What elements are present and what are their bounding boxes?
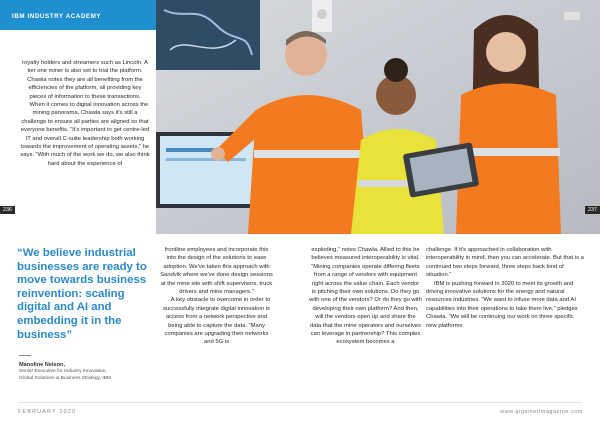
column-4-paragraph-2: IBM is pushing forward in 2020 to meet its growth and driving innovative solutions for the energy and natural resources industries. “We want to infuse more data and AI capabilities into their operations to take them live,” pledges Chawla. “We will be continuing our work on three specific new platforms [426,280,578,329]
quote-author-name: Manoline Nelson, [19,362,65,368]
left-text-column [20,59,150,168]
footer-divider [18,402,582,403]
page-number-left: 236 [0,206,15,214]
column-4-paragraph-1: challenge. If it's approached in collaboration with interoperability in mind, then you can accelerate. But that is a continued two steps forward, three steps back kind of situation.” [426,247,584,279]
text-column-4 [426,246,584,330]
issue-date: FEBRUARY 2020 [18,409,77,415]
left-paragraph-1: royalty holders and streamers such as Lincoln. A tier one miner is also set to trial the platform. Chawla notes they are all benefiting from the efficiencies of the platform, all providing key pieces of information to these transactions. [22,60,148,100]
column-2-paragraph-2: A key obstacle to overcome in order to successfully integrate digital innovation is access from a network perspective and being able to capture the data. “Many companies are upgrading their networks and 5G is [163,297,271,346]
section-header-band [0,0,156,30]
quote-author-title: Senior Executive for Industry Innovation, [19,369,107,374]
left-paragraph-2: When it comes to digital innovation across the mining panorama, Chawla says it's still a challenge to ensure all parties are aligned so that everyone benefits. “It's important to get centre-led IT and overall C-suite leadership both working towards the improvement of operating assets,” he says. “With much of the work we do, we also think hard about the experience of [20,102,150,167]
section-label: IBM INDUSTRY ACADEMY [12,13,102,20]
text-column-3 [309,246,422,347]
column-2-paragraph-1: frontline employees and incorporate this into the design of the solutions to ease adoption. We've taken this approach with Sandvik where we've done design sessions at the mine site with shift supervisors, truck drivers and mine managers.” [160,247,273,296]
workers-at-screens-image [156,0,600,234]
quote-divider [19,355,31,356]
magazine-url[interactable]: www.gigametimagazine.com [500,409,583,415]
quote-author-organisation: Global Solutions & Business Strategy, IBM [19,375,112,381]
page-number-right: 237 [585,206,600,214]
column-3-paragraph-1: exploding,” notes Chawla. Allied to this he believes measured interoperability is vital. “Mining companies operate differing fleets from a range of vendors with equipment right across the value chain. Each vendor is pitching their own solutions. Do they go with one of the vendors? Or do they go with developing their own platform? And then, will the vendors open up and share the data that the mine operators and ourselves can leverage in partnership? This complex ecosystem becomes a [309,247,422,346]
pull-quote: “We believe industrial businesses are ready to move towards business reinvention: scaling digital and AI and embedding it in the business” [17,247,147,341]
hero-photo [156,0,600,234]
text-column-2 [160,246,273,347]
